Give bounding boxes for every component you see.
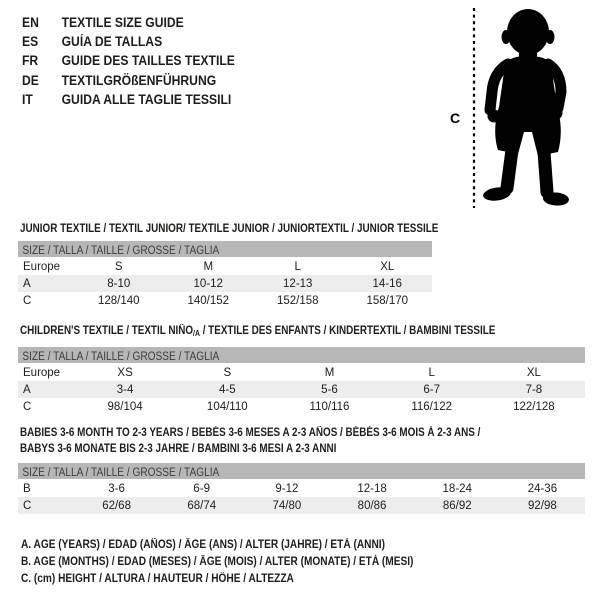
- table-cell: XL: [526, 366, 541, 379]
- children-title-post: / TEXTILE DES ENFANTS / KINDERTEXTIL / BAMBINI TESSILE: [199, 325, 496, 337]
- table-cell: 122/128: [513, 400, 555, 413]
- row-label: Europe: [23, 260, 61, 273]
- table-cell: 6-9: [193, 482, 211, 495]
- language-code: IT: [22, 91, 33, 107]
- row-label: A: [23, 383, 31, 396]
- table-cell: 18-24: [442, 482, 472, 495]
- size-header-label: SIZE / TALLA / TAILLE / GRÖSSE / TAGLIA: [22, 351, 220, 363]
- children-title-sub: /A: [193, 329, 200, 338]
- row-label: B: [23, 482, 31, 495]
- table-cell: 128/140: [97, 294, 140, 307]
- children-title-pre: CHILDREN'S TEXTILE / TEXTIL NIÑO: [20, 325, 194, 337]
- language-code: DE: [22, 72, 39, 88]
- children-table-title: [20, 323, 495, 342]
- table-cell: M: [324, 366, 335, 379]
- table-cell: 158/170: [366, 294, 409, 307]
- table-cell: 4-5: [218, 383, 236, 396]
- table-cell: 116/122: [411, 400, 453, 413]
- size-header-bar: [18, 347, 585, 363]
- row-label: C: [23, 294, 32, 307]
- language-title-list: [22, 13, 259, 109]
- language-row: [22, 71, 235, 90]
- row-label: A: [23, 277, 31, 290]
- footnotes: [21, 537, 467, 589]
- table-cell: 12-18: [357, 482, 387, 495]
- table-row: [18, 381, 585, 398]
- footnote-age-years: A. AGE (YEARS) / EDAD (AÑOS) / ÂGE (ANS) / ALTER (JAHRE) / ETÀ (ANNI): [21, 539, 385, 551]
- table-cell: M: [203, 260, 214, 273]
- table-cell: L: [294, 260, 301, 273]
- size-header-label: SIZE / TALLA / TAILLE / GRÖSSE / TAGLIA: [22, 245, 220, 257]
- footnote-age-months: B. AGE (MONTHS) / EDAD (MESES) / ÂGE (MOIS) / ALTER (MONATE) / ETÀ (MESI): [21, 556, 414, 569]
- height-label: C: [450, 110, 461, 126]
- table-row: [18, 497, 585, 514]
- table-cell: 3-6: [108, 482, 125, 495]
- table-row: [18, 364, 585, 381]
- babies-title-line2: BABYS 3-6 MONATE BIS 2-3 JAHRE / BAMBINI 3-6 MESI A 2-3 ANNI: [20, 443, 337, 455]
- table-cell: XL: [380, 260, 395, 273]
- table-cell: 86/92: [442, 499, 472, 512]
- table-cell: 62/68: [102, 499, 131, 512]
- junior-size-table: [18, 241, 432, 309]
- table-row: [18, 292, 432, 309]
- table-cell: L: [428, 366, 435, 379]
- language-row: [22, 90, 235, 109]
- table-row: [18, 275, 432, 292]
- row-label: Europe: [23, 366, 61, 379]
- language-title: GUIDE DES TAILLES TEXTILE: [61, 53, 235, 69]
- table-row: [18, 258, 432, 275]
- table-cell: 3-4: [116, 383, 134, 396]
- babies-table-title: [20, 425, 480, 457]
- row-label: C: [23, 400, 32, 413]
- junior-table-title: JUNIOR TEXTILE / TEXTIL JUNIOR/ TEXTILE JUNIOR / JUNIORTEXTIL / JUNIOR TESSILE: [20, 223, 439, 235]
- babies-title-line1: BABIES 3-6 MONTH TO 2-3 YEARS / BEBÉS 3-6 MESES A 2-3 AÑOS / BÉBÉS 3-6 MOIS À 2-3 ANS /: [20, 427, 481, 439]
- language-title: TEXTILE SIZE GUIDE: [61, 15, 184, 30]
- language-code: FR: [22, 53, 39, 69]
- table-cell: 68/74: [187, 499, 217, 512]
- table-cell: 110/116: [309, 400, 350, 413]
- table-cell: 140/152: [187, 294, 230, 307]
- row-label: C: [23, 499, 32, 512]
- table-cell: S: [223, 366, 232, 379]
- language-code: EN: [22, 15, 39, 30]
- babies-size-table: [18, 463, 585, 514]
- table-cell: 8-10: [107, 277, 131, 290]
- children-size-table: [18, 347, 585, 415]
- language-title: TEXTILGRÖßENFÜHRUNG: [61, 72, 217, 88]
- table-cell: 104/110: [206, 400, 248, 413]
- table-cell: 74/80: [272, 499, 302, 512]
- table-cell: 14-16: [372, 277, 402, 290]
- language-code: ES: [22, 34, 39, 50]
- size-header-bar: [18, 463, 585, 479]
- toddler-silhouette-icon: [440, 0, 600, 215]
- table-cell: 9-12: [275, 482, 299, 495]
- table-row: [18, 398, 585, 415]
- language-title: GUIDA ALLE TAGLIE TESSILI: [61, 91, 232, 107]
- table-cell: 12-13: [283, 277, 313, 290]
- footnote-height: C. (cm) HEIGHT / ALTURA / HAUTEUR / HÖHE / ALTEZZA: [21, 573, 294, 586]
- table-cell: 10-12: [193, 277, 223, 290]
- language-title: GUÍA DE TALLAS: [61, 34, 163, 50]
- table-cell: 6-7: [423, 383, 440, 396]
- table-cell: S: [114, 260, 123, 273]
- table-cell: 24-36: [527, 482, 558, 495]
- table-cell: 92/98: [528, 499, 557, 512]
- table-cell: 5-6: [321, 383, 338, 396]
- language-row: [22, 13, 235, 32]
- language-row: [22, 32, 235, 51]
- table-row: [18, 480, 585, 497]
- baby-figure: [482, 9, 569, 206]
- table-cell: XS: [117, 366, 133, 379]
- table-cell: 98/104: [107, 400, 143, 413]
- table-cell: 80/86: [357, 499, 387, 512]
- table-cell: 7-8: [525, 383, 543, 396]
- table-cell: 152/158: [276, 294, 319, 307]
- size-header-bar: [18, 241, 432, 257]
- size-header-label: SIZE / TALLA / TAILLE / GRÖSSE / TAGLIA: [22, 467, 220, 479]
- language-row: [22, 51, 235, 70]
